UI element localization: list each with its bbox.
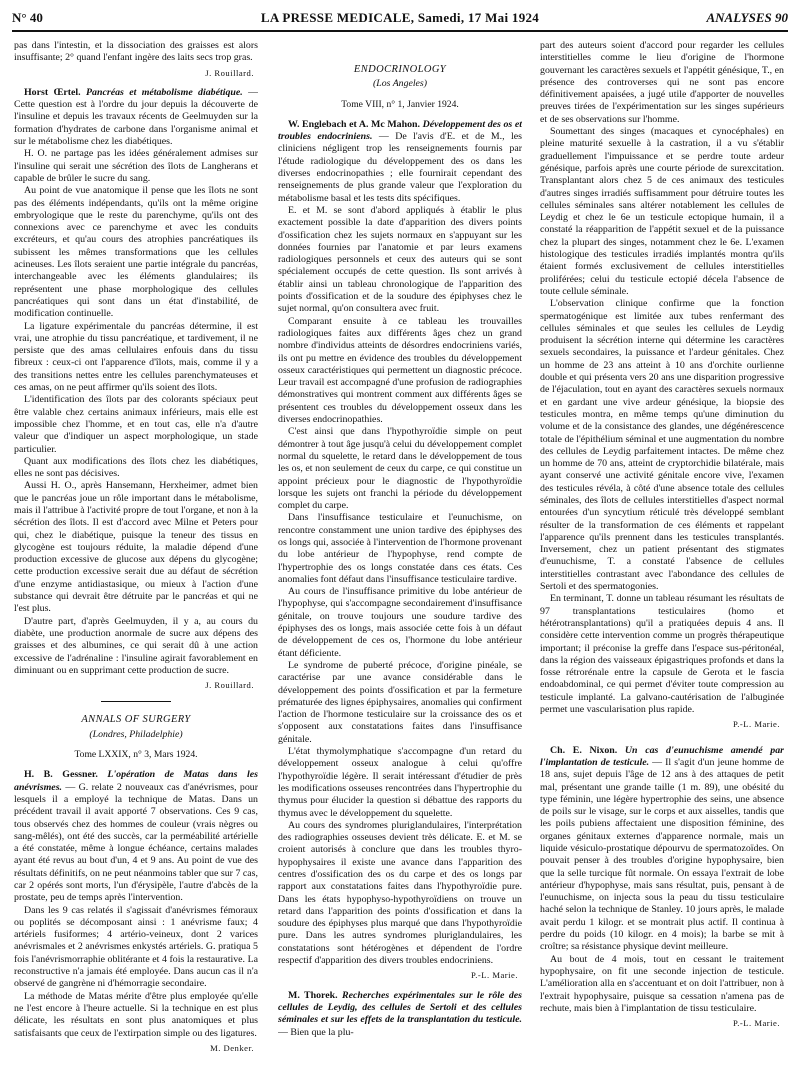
abstract-paragraph: C'est ainsi que dans l'hypothyroïdie simple on peut démontrer à tout âge jusqu'à celui du développement complet normal du squelette, le retard dans le développement de tous les os, et non seulement de ceux du carpe, ce qui constitue un appoint précieux pour le diagnostic de l'hypothyroïdie lorsque les sujets ont franchi la période du développement complet du carpe. <box>278 426 522 512</box>
column-left <box>14 40 258 1076</box>
abstract-paragraph: L'identification des îlots par des colorants spéciaux peut être valable chez certains animaux inférieurs, mais elle est impossible chez l'homme, et en tout cas, elle n'a d'autre valeur que d'indiquer un aspect morphologique, un stade particulier. <box>14 394 258 455</box>
abstract-author: M. Thorek. <box>288 989 338 1001</box>
abstract-paragraph: Aussi H. O., après Hansemann, Herxheimer, admet bien que le pancréas joue un rôle important dans le métabolisme, mais il l'attribue à l'activité propre de tout l'organe, et non à la sécrétion des îlots. Il est d'accord avec Milne et Peters pour qui, chez le diabétique, puisque la teneur des tissus en glycogène est toujours réduite, la maladie dépend d'une production excessive de glucose aux dépens du glycogène; cette production excessive serait due au défaut de sécrétion d'une enzyme antidiastasique, ou mieux à l'action d'une substance qui devrait être détruite par le pancréas et qui ne l'est plus. <box>14 480 258 615</box>
abstract-paragraph <box>278 990 522 1039</box>
abstract-title: Recherches expérimentales sur le rôle des cellules de Leydig, des cellules de Sertoli et des cellules séminales et sur les effets de la transplantation du testicule. <box>278 989 522 1026</box>
abstract-paragraph: Le syndrome de puberté précoce, d'origine pinéale, se caractérise par une avance considérable dans le développement des points d'ossification et par la fermeture prématurée des lignes épiphysaires, anomalies qui confirment l'action de l'hormone testiculaire sur la croissance des os et s'opposent aux constatations faites dans l'insuffisance génitale. <box>278 659 522 745</box>
abstract-paragraph <box>278 119 522 205</box>
abstract-paragraph: part des auteurs soient d'accord pour regarder les cellules interstitielles comme le lieu d'origine de l'hormone gouvernant les caractères sexuels et l'appétit génésique, T., en présence des controverses qui ne sont pas encore définitivement apaisées, a jugé utile d'apporter de nouvelles preuves tirées de l'expérimentation sur les singes supérieurs et de ses observations sur l'homme. <box>540 40 784 125</box>
abstract-paragraph: Comparant ensuite à ce tableau les trouvailles radiologiques faites aux différents âges chez un grand nombre d'individus atteints de désordres endocriniens variés, ils ont pu mettre en évidence des troubles du développement osseux caractéristiques qui permettent un diagnostic précoce. Leur travail est accompagné d'une profusion de radiographies démonstratives qui montrent comment aux différents âges se présentent ces troubles du développement osseux dans les diverses endocrinopathies. <box>278 315 522 426</box>
abstract-paragraph <box>14 769 258 904</box>
abstract-gessner <box>14 769 258 1054</box>
abstract-author: Ch. E. Nixon. <box>550 744 618 756</box>
abstract-text: — De l'avis d'E. et de M., les cliniciens négligent trop les renseignements fournis par l'étude radiologique du développement des os dans les diverses endocrinopathies ; elle fournirait cependant des renseignements de plus grande valeur que l'exploration du métabolisme basal et les tests dits spécifiques. <box>278 131 522 204</box>
abstract-title: Développement des os et troubles endocriniens. <box>278 118 522 143</box>
abstract-paragraph: Quant aux modifications des îlots chez les diabétiques, elles ne sont pas décisives. <box>14 455 258 480</box>
journal-heading: ANNALS OF SURGERY <box>81 714 191 726</box>
abstract-paragraph: La ligature expérimentale du pancréas détermine, il est vrai, une atrophie du tissu pancréatique, et tardivement, il ne persiste que des amas cellulaires enfouis dans du tissu fibreux : ceux-ci ont l'apparence d'îlots, mais, comme il y a des transitions nettes entre les cellules parenchymateuses et ces amas, on ne peut affirmer qu'ils soient des îlots. <box>14 320 258 394</box>
abstract-paragraph: L'état thymolymphatique s'accompagne d'un retard du développement osseux analogue à celui qu'offre l'hypothyroïdie légère. Il serait intéressant d'étudier de près les modifications osseuses rencontrées dans l'hypertrophie du thymus pour élucider la question si débattue des rapports du thymus avec le développement du squelette. <box>278 746 522 819</box>
abstract-author: H. B. Gessner. <box>24 769 98 781</box>
abstract-paragraph: Au cours de l'insuffisance primitive du lobe antérieur de l'hypophyse, qui s'accompagne secondairement d'insuffisance génitale, on trouve toujours une soudure tardive des épiphyses des os longs, mais associée cette fois à un défaut de développement de ces os, l'hormone du lobe antérieur étant déficiente. <box>278 586 522 659</box>
abstract-paragraph: E. et M. se sont d'abord appliqués à établir le plus exactement possible la date d'apparition des divers points d'ossification chez les sujets normaux en s'appuyant sur les données fournies par l'anatomie et par leurs examens radiologiques personnels et ceux des auteurs qui se sont spécialement occupés de cette question. Ils sont arrivés à établir ainsi un tableau chronologique de l'apparition des points d'ossification et de la soudure des épiphyses chez le sujet normal, qu'on consultera avec fruit. <box>278 204 522 315</box>
abstract-paragraph: Dans l'insuffisance testiculaire et l'eunuchisme, on rencontre constamment une union tardive des épiphyses des os longs qui, associée à l'intervention de l'hormone provenant du lobe antérieur de l'hypophyse, rend compte de l'hypertrophie des os longs constatée dans ces états. Ces anomalies font défaut dans l'insuffisance testiculaire tardive. <box>278 512 522 585</box>
divider <box>101 701 171 702</box>
signature: P.-L. Marie. <box>732 1018 780 1029</box>
page-header <box>12 6 788 32</box>
abstract-paragraph: La méthode de Matas mérite d'être plus employée qu'elle ne l'est encore à l'heure actuelle. Si la technique en est plus délicate, les résultats en sont plus anatomiques et plus satisfaisants que ceux de l'extirpation simple ou des ligatures. <box>14 990 258 1039</box>
abstract-paragraph: Au point de vue anatomique il pense que les îlots ne sont pas des éléments indépendants, qu'ils ont la même origine embryologique que le reste du parenchyme, qu'ils ont des connexions avec ce parenchyme et avec les conduits excréteurs, et qu'au cours des atrophies pancréatiques ils subissent les mêmes transformations que les cellules acineuses. Les îlots seraient une partie intégrale du pancréas, interchangeable avec les éléments glandulaires; ils représentent une phase morphologique des cellules pancréatiques qui sont dans un état d'instabilité, de modification continuelle. <box>14 185 258 320</box>
abstract-thorek <box>278 990 522 1039</box>
abstract-paragraph: En terminant, T. donne un tableau résumant les résultats de 97 transplantations testiculaires (homo et hétérotransplantations) qu'il a pratiquées depuis 4 ans. Il considère cette intervention comme un progrès thérapeutique important; il préconise la greffe dans l'espace sus-péritonéal, dans la région des vaisseaux épigastriques profonds et dans la fosse rétrorénale entre la capsule de Gerota et le fascia endoabdominal, ce qui permet d'éviter toute compression au testicule implanté. La galvano-cautérisation de l'albuginée permet une vascularisation plus rapide. <box>540 593 784 716</box>
abstract-paragraph: Dans les 9 cas relatés il s'agissait d'anévrismes fémoraux ou poplités se décomposant ainsi : 1 anévrisme faux; 4 artériels fusiformes; 4 artério-veineux, dont 2 varices anévrismales et 2 anévrismes enkystés artériels. G. pratiqua 5 fois l'anévrismorraphie oblitérante et 4 fois la restaurative. La reconstructive n'a jamais été employée. Dans aucun cas il n'a observé de gangrène ni d'hémorragie secondaire. <box>14 904 258 990</box>
abstract-text: — Cette question est à l'ordre du jour depuis la découverte de l'insuline et depuis les travaux récents de Geelmuyden sur la formation d'hydrates de carbone dans l'organisme animal et sur le métabolisme chez les diabétiques. <box>14 86 258 148</box>
abstract-paragraph <box>540 745 784 954</box>
abstract-paragraph: L'observation clinique confirme que la fonction spermatogénique est limitée aux tubes renfermant des cellules séminales et que seules les cellules de Leydig produisent la sécrétion interne qui détermine les caractères sexuels secondaires, la puissance et l'ardeur génitales. Chez un homme de 23 ans atteint à 10 ans d'orchite ourlienne double et qui présenta vers 20 ans une disparition progressive de l'éjaculation, tout en ayant des caractères sexuels normaux et en gardant une vive ardeur génésique, la biopsie des testicules montra, en même temps qu'une diminution du volume et de la consistance des glandes, une dégénérescence totale de l'épithélium séminal et une augmentation du nombre des cellules de Leydig parfaitement intactes. De même chez un homme de 70 ans, atteint de cryptorchidie bilatérale, mais ayant conservé une activité génitale encore vive, l'examen des testicules révéla, à côté d'une absence totale des cellules séminales, des îlots de cellules interstitielles d'aspect normal entourées d'un syncytium réticulé très développé semblant résulter de la transformation de ces éléments et rappelant l'apparence qu'ils prennent dans les testicules transplantés. Inversement, chez un patient présentant des stigmates d'eunuchisme, T. a constaté l'absence de cellules interstitielles contrastant avec l'abondance des cellules de Sertoli et des spermatogonies. <box>540 298 784 593</box>
abstract-author: W. Englebach et A. Mc Mahon. <box>288 118 420 130</box>
signature: P.-L. Marie. <box>470 970 518 981</box>
abstract-title: L'opération de Matas dans les anévrismes. <box>14 769 258 793</box>
section-label: ANALYSES 90 <box>706 10 788 25</box>
signature: J. Rouillard. <box>205 680 254 691</box>
abstract-title: Pancréas et métabolisme diabétique. <box>86 86 243 98</box>
abstract-paragraph: H. O. ne partage pas les idées généralement admises sur l'insuline qui serait une sécrétion des îlots de Langherans et capable de brûler le sucre du sang. <box>14 148 258 184</box>
journal-place: (Los Angeles) <box>373 78 427 90</box>
intro-paragraph: pas dans l'intestin, et la dissociation des graisses est alors insuffisante; 2° quand l'enfant ingère des laits secs trop gras. <box>14 40 258 64</box>
abstract-author: Horst Œrtel. <box>24 86 81 98</box>
journal-heading: ENDOCRINOLOGY <box>353 64 447 75</box>
abstract-englebach <box>278 119 522 982</box>
column-right <box>540 40 784 1076</box>
abstract-text: — G. relate 2 nouveaux cas d'anévrismes, pour lesquels il a employé la technique de Matas. Dans un précédent travail il avait apporté 7 observations. Ces 9 cas, tous observés chez des hommes de couleur (vrais nègres ou sang-mêlés), ont été des succès, car la perméabilité artérielle a été constatée, même à longue échéance, certains malades ayant été revus au bout d'un, 4 et 9 ans. Au point de vue des résultats définitifs, on ne peut néanmoins tabler que sur 7 cas, car 2 opérés sont morts, l'un d'érysipèle, l'autre d'abcès de la prostate, peu de temps après l'intervention. <box>14 781 258 904</box>
abstract-paragraph <box>14 87 258 148</box>
signature: M. Denker. <box>210 1042 254 1053</box>
abstract-paragraph: Soumettant des singes (macaques et cynocéphales) en pleine maturité sexuelle à la castration, il a vu s'établir graduellement l'impuissance et se perdre toute ardeur génésique, parfois après une courte période de surexcitation. Transplantant alors chez 5 de ces animaux des testicules d'autres singes irradiés suffisamment pour détruire toutes les cellules séminales sans altérer notablement les cellules de Leydig et chez le 6e un testicule ectopique humain, il a constaté la réapparition de l'appétit sexuel et de la puissance chez la plupart des singes, notamment chez le 6e. L'examen histologique des testicules irradiés implantés montra qu'ils étaient formés exclusivement de cellules interstitielles proliférées; celui du testicule ectopié décela l'absence de toute cellule séminale. <box>540 126 784 297</box>
signature: J. Rouillard. <box>205 67 254 78</box>
abstract-text: — Il s'agit d'un jeune homme de 18 ans, sujet depuis l'âge de 12 ans à des attaques de petit mal, présentant une grande taille (1 m. 89), une obésité du type féminin, une légère hypertrophie des seins, une absence de poils sur le visage, sur le corps et aux aisselles, tandis que les poils pubiens affectaient une disposition féminine, des organes génitaux externes d'apparence normale, mais un liquide vésiculo-prostatique dépourvu de spermatozoïdes. On pouvait penser à des troubles d'origine hypophysaire, bien que la selle turcique fût normale. On essaya l'extrait de lobe antérieur d'hypophyse, mais sans résultat, puis, pensant à de l'eunuchisme, on injecta sous la peau du tissu testiculaire haché selon la technique de Stanley. 10 jours après, le malade avait perdu 1 kilogr. et se montrait plus actif. Il continua à perdre du poids (10 kilogr. en 4 mois); la barbe se mit à croître; sa résistance physique devint meilleure. <box>540 756 784 953</box>
abstract-paragraph: Au cours des syndromes pluriglandulaires, l'interprétation des radiographies osseuses devient très délicate. E. et M. se croient autorisés à conclure que dans les troubles thyro-hypophysaires il existe une avance dans l'apparition des centres d'ossification des os du carpe et des os longs par rapport aux constatations faites dans l'hypothyroïdie pure. Dans les états hypophyso-hypothyroïdiens on trouve un retard dans l'apparition des points d'ossification et dans la soudure des épiphyses plus marqué que dans l'hypothyroïdie pure. Dans les autres syndromes pluriglandulaires, les constatations sont hétérogènes et dépendent de l'ordre respectif d'apparition des divers troubles endocriniens. <box>278 819 522 967</box>
abstract-paragraph: Au bout de 4 mois, tout en cessant le traitement hypophysaire, on fit une seconde injection de testicule. L'amélioration alla en s'accentuant et on doit l'attribuer, non à l'extrait hypophysaire, puisque sa cessation n'amena pas de rechute, mais bien à l'implantation de tissu testiculaire. <box>540 953 784 1014</box>
journal-tome: Tome VIII, n° 1, Janvier 1924. <box>341 98 459 110</box>
journal-title: LA PRESSE MEDICALE, Samedi, 17 Mai 1924 <box>260 10 540 25</box>
journal-tome: Tome LXXIX, n° 3, Mars 1924. <box>74 749 198 761</box>
abstract-nixon <box>540 745 784 1030</box>
signature: P.-L. Marie. <box>732 719 780 730</box>
abstract-oertel <box>14 87 258 692</box>
journal-place: (Londres, Philadelphie) <box>89 728 183 740</box>
page-number: N° 40 <box>12 10 43 25</box>
column-middle <box>278 40 522 1076</box>
abstract-text: — Bien que la plu- <box>278 1026 354 1038</box>
abstract-title: Un cas d'eunuchisme amendé par l'implantation de testicule. <box>540 744 784 768</box>
abstract-paragraph: D'autre part, d'après Geelmuyden, il y a, au cours du diabète, une production anormale de sucre aux dépens des graisses et des albumines, ce qui serait dû à une action excessive de l'adrénaline : l'insuline agirait favorablement en diminuant ou en supprimant cette production de sucre. <box>14 615 258 676</box>
